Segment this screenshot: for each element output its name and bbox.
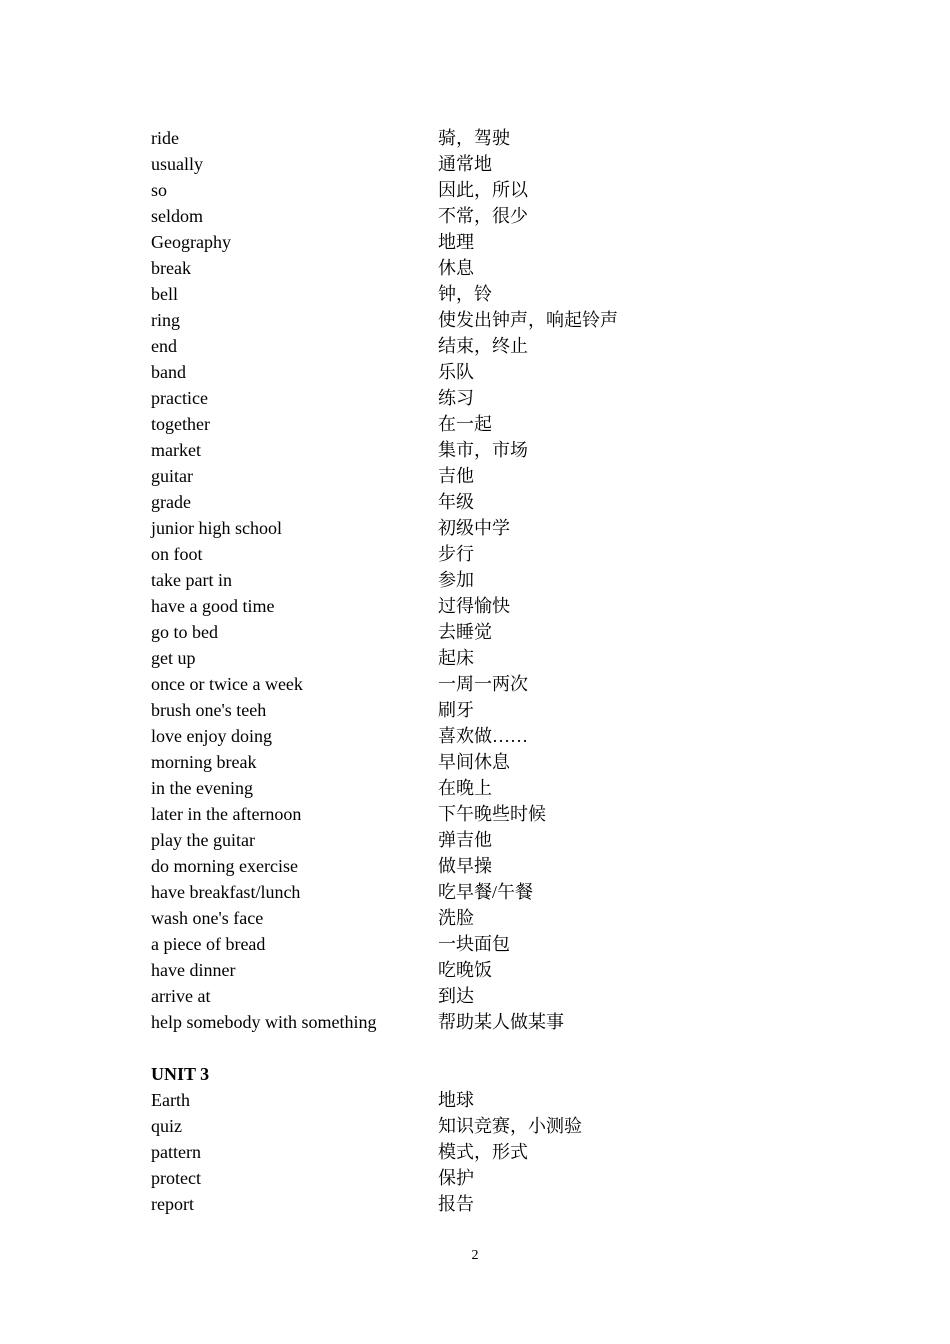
page-number: 2	[471, 1248, 479, 1263]
english-term: quiz	[151, 1116, 182, 1136]
vocab-row	[151, 853, 711, 879]
vocab-row	[151, 489, 711, 515]
chinese-translation: 在晚上	[438, 778, 492, 798]
english-term: later in the afternoon	[151, 804, 302, 824]
chinese-translation: 因此，所以	[438, 180, 528, 200]
chinese-translation: 不常，很少	[438, 206, 528, 226]
vocab-row	[151, 255, 711, 281]
chinese-translation: 起床	[438, 648, 474, 668]
vocab-row	[151, 931, 711, 957]
chinese-translation: 洗脸	[438, 908, 474, 928]
unit-heading: UNIT 3	[151, 1064, 210, 1084]
english-term: go to bed	[151, 622, 218, 642]
chinese-translation: 一周一两次	[438, 674, 528, 694]
chinese-translation: 去睡觉	[438, 622, 492, 642]
vocab-row	[151, 983, 711, 1009]
chinese-translation: 过得愉快	[438, 596, 510, 616]
chinese-translation: 模式，形式	[438, 1142, 528, 1162]
vocab-row	[151, 1087, 711, 1113]
vocab-row	[151, 359, 711, 385]
vocab-row	[151, 151, 711, 177]
vocab-row	[151, 281, 711, 307]
vocab-row	[151, 1009, 711, 1035]
english-term: once or twice a week	[151, 674, 303, 694]
english-term: arrive at	[151, 986, 211, 1006]
english-term: band	[151, 362, 186, 382]
word-list-section-unit3	[151, 1087, 711, 1217]
chinese-translation: 参加	[438, 570, 474, 590]
chinese-translation: 练习	[438, 388, 474, 408]
english-term: end	[151, 336, 177, 356]
vocab-row	[151, 203, 711, 229]
vocab-row	[151, 125, 711, 151]
vocab-row	[151, 307, 711, 333]
vocab-row	[151, 1139, 711, 1165]
chinese-translation: 报告	[438, 1194, 474, 1214]
chinese-translation: 钟，铃	[438, 284, 492, 304]
english-term: love enjoy doing	[151, 726, 272, 746]
section-spacer	[151, 1035, 711, 1061]
chinese-translation: 集市，市场	[438, 440, 528, 460]
english-term: pattern	[151, 1142, 201, 1162]
english-term: ride	[151, 128, 179, 148]
chinese-translation: 下午晚些时候	[438, 804, 546, 824]
chinese-translation: 做早操	[438, 856, 492, 876]
vocab-row	[151, 567, 711, 593]
chinese-translation: 到达	[438, 986, 474, 1006]
chinese-translation: 弹吉他	[438, 830, 492, 850]
english-term: protect	[151, 1168, 201, 1188]
chinese-translation: 休息	[438, 258, 474, 278]
english-term: get up	[151, 648, 196, 668]
chinese-translation: 帮助某人做某事	[438, 1012, 564, 1032]
english-term: morning break	[151, 752, 257, 772]
english-term: Geography	[151, 232, 231, 252]
english-term: take part in	[151, 570, 232, 590]
vocab-row	[151, 1191, 711, 1217]
chinese-translation: 一块面包	[438, 934, 510, 954]
english-term: have breakfast/lunch	[151, 882, 301, 902]
vocab-row	[151, 749, 711, 775]
english-term: ring	[151, 310, 180, 330]
vocab-row	[151, 333, 711, 359]
english-term: report	[151, 1194, 194, 1214]
english-term: have a good time	[151, 596, 275, 616]
vocab-row	[151, 411, 711, 437]
chinese-translation: 乐队	[438, 362, 474, 382]
vocab-row	[151, 905, 711, 931]
chinese-translation: 吃晚饭	[438, 960, 492, 980]
vocab-row	[151, 593, 711, 619]
english-term: help somebody with something	[151, 1012, 377, 1032]
vocab-row	[151, 1165, 711, 1191]
chinese-translation: 步行	[438, 544, 474, 564]
vocabulary-list	[151, 125, 711, 1217]
chinese-translation: 使发出钟声，响起铃声	[438, 310, 618, 330]
vocab-row	[151, 463, 711, 489]
chinese-translation: 早间休息	[438, 752, 510, 772]
vocab-row	[151, 385, 711, 411]
vocab-row	[151, 541, 711, 567]
english-term: on foot	[151, 544, 203, 564]
vocab-row	[151, 827, 711, 853]
chinese-translation: 知识竞赛，小测验	[438, 1116, 582, 1136]
english-term: have dinner	[151, 960, 236, 980]
chinese-translation: 保护	[438, 1168, 474, 1188]
chinese-translation: 初级中学	[438, 518, 510, 538]
chinese-translation: 结束，终止	[438, 336, 528, 356]
english-term: market	[151, 440, 201, 460]
chinese-translation: 刷牙	[438, 700, 474, 720]
chinese-translation: 地球	[438, 1090, 474, 1110]
english-term: junior high school	[151, 518, 282, 538]
english-term: bell	[151, 284, 178, 304]
english-term: practice	[151, 388, 208, 408]
chinese-translation: 年级	[438, 492, 474, 512]
chinese-translation: 喜欢做……	[438, 726, 528, 746]
vocab-row	[151, 1113, 711, 1139]
vocab-row	[151, 177, 711, 203]
vocab-row	[151, 697, 711, 723]
chinese-translation: 地理	[438, 232, 474, 252]
english-term: break	[151, 258, 191, 278]
vocab-row	[151, 775, 711, 801]
english-term: brush one's teeh	[151, 700, 267, 720]
vocab-row	[151, 437, 711, 463]
english-term: seldom	[151, 206, 203, 226]
chinese-translation: 通常地	[438, 154, 492, 174]
english-term: so	[151, 180, 168, 200]
english-term: Earth	[151, 1090, 190, 1110]
english-term: in the evening	[151, 778, 253, 798]
english-term: grade	[151, 492, 191, 512]
english-term: together	[151, 414, 210, 434]
english-term: wash one's face	[151, 908, 264, 928]
chinese-translation: 吉他	[438, 466, 474, 486]
vocab-row	[151, 229, 711, 255]
vocab-row	[151, 645, 711, 671]
chinese-translation: 吃早餐/午餐	[438, 882, 534, 902]
vocab-row	[151, 879, 711, 905]
vocab-row	[151, 515, 711, 541]
word-list-section-1	[151, 125, 711, 1035]
english-term: a piece of bread	[151, 934, 266, 954]
chinese-translation: 在一起	[438, 414, 492, 434]
vocab-row	[151, 619, 711, 645]
vocab-row	[151, 801, 711, 827]
english-term: guitar	[151, 466, 193, 486]
english-term: do morning exercise	[151, 856, 298, 876]
chinese-translation: 骑，驾驶	[438, 128, 510, 148]
vocab-row	[151, 723, 711, 749]
vocab-row	[151, 671, 711, 697]
english-term: play the guitar	[151, 830, 255, 850]
vocab-row	[151, 957, 711, 983]
english-term: usually	[151, 154, 203, 174]
